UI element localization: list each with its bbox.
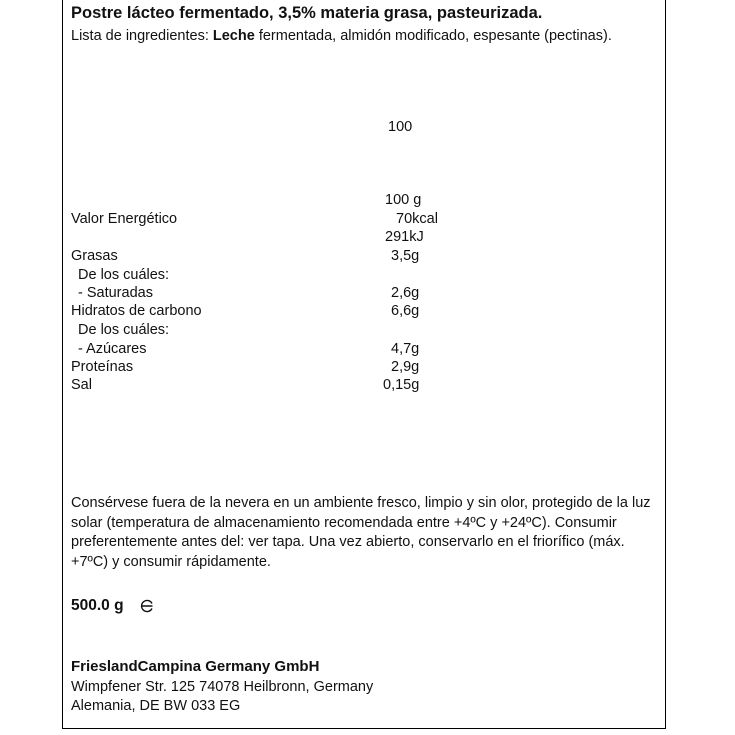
nutrition-label: De los cuáles: [78,267,170,283]
nutrition-label: Grasas [71,248,118,264]
nutrition-value: 291kJ [385,229,424,245]
label-panel [62,0,666,729]
nutrition-label: Valor Energético [71,211,178,227]
nutrition-label: De los cuáles: [78,322,170,338]
per-header: 100 g [385,192,422,208]
ingredients-text [71,27,631,46]
nutrition-value: 4,7g [391,341,420,357]
nutrition-label: Sal [71,377,92,393]
nutrition-label: - Azúcares [78,341,147,357]
storage-instructions: Consérvese fuera de la nevera en un ambiente fresco, limpio y sin olor, protegido de la luz solar (temperatura de almacenamiento recomendada entre +4ºC y +24ºC). Consumir preferentemente antes del: ver tapa. Una vez abierto, conservarlo en el friorífico (máx. +7ºC) y consumir rápidamente. [71,495,651,570]
ingredients-rest: fermentada, almidón modificado, espesante (pectinas). [254,28,612,44]
nutrition-value: 70kcal [396,211,438,227]
estimated-sign-icon [140,599,154,613]
nutrition-label: - Saturadas [78,285,153,301]
ingredients-allergen: Leche [212,28,255,44]
nutrition-value: 2,6g [391,285,420,301]
portion-header: 100 [388,119,413,135]
net-weight: 500.0 g [71,597,124,614]
nutrition-value: 3,5g [391,248,420,264]
nutrition-value: 6,6g [391,303,420,319]
product-title: Postre lácteo fermentado, 3,5% materia grasa, pasteurizada. [71,4,543,22]
nutrition-value: 2,9g [391,359,420,375]
health-mark: Alemania, DE BW 033 EG [71,698,241,714]
nutrition-value: 0,15g [383,377,420,393]
company-address: Wimpfener Str. 125 74078 Heilbronn, Germany [71,679,374,695]
ingredients-prefix: Lista de ingredientes: [71,28,213,44]
nutrition-label: Proteínas [71,359,134,375]
company-name: FrieslandCampina Germany GmbH [71,658,320,675]
nutrition-label: Hidratos de carbono [71,303,202,319]
